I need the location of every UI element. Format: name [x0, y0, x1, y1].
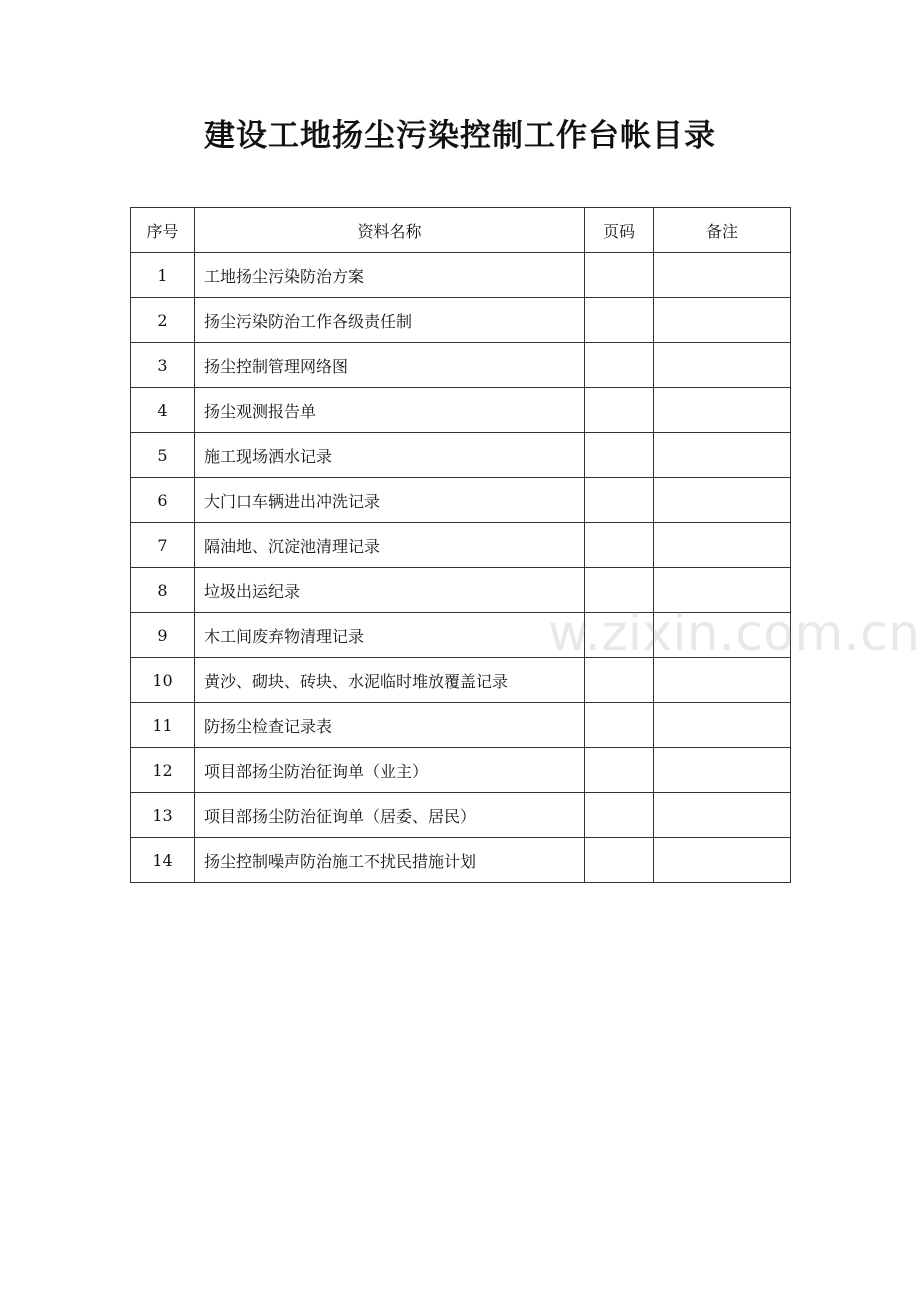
row-page-number: [585, 298, 654, 343]
row-document-name: 施工现场洒水记录: [195, 433, 585, 478]
row-document-name: 防扬尘检查记录表: [195, 703, 585, 748]
row-page-number: [585, 253, 654, 298]
row-remarks: [654, 298, 791, 343]
row-serial-number: 6: [131, 478, 195, 523]
row-remarks: [654, 478, 791, 523]
table-row: [131, 478, 791, 523]
row-remarks: [654, 838, 791, 883]
row-page-number: [585, 388, 654, 433]
row-serial-number: 8: [131, 568, 195, 613]
row-page-number: [585, 478, 654, 523]
watermark: w.zixin.com.cn: [548, 604, 920, 662]
row-remarks: [654, 703, 791, 748]
row-serial-number: 3: [131, 343, 195, 388]
row-document-name: 垃圾出运纪录: [195, 568, 585, 613]
table-row: [131, 253, 791, 298]
row-serial-number: 14: [131, 838, 195, 883]
row-page-number: [585, 793, 654, 838]
row-serial-number: 5: [131, 433, 195, 478]
row-serial-number: 11: [131, 703, 195, 748]
row-serial-number: 9: [131, 613, 195, 658]
row-serial-number: 13: [131, 793, 195, 838]
row-remarks: [654, 388, 791, 433]
row-document-name: 项目部扬尘防治征询单（业主）: [195, 748, 585, 793]
row-page-number: [585, 748, 654, 793]
row-serial-number: 12: [131, 748, 195, 793]
row-remarks: [654, 253, 791, 298]
row-document-name: 木工间废弃物清理记录: [195, 613, 585, 658]
row-remarks: [654, 658, 791, 703]
table-row: [131, 793, 791, 838]
row-remarks: [654, 748, 791, 793]
table-row: [131, 568, 791, 613]
row-serial-number: 2: [131, 298, 195, 343]
row-page-number: [585, 568, 654, 613]
page-title: 建设工地扬尘污染控制工作台帐目录: [204, 118, 716, 154]
row-serial-number: 1: [131, 253, 195, 298]
row-document-name: 扬尘污染防治工作各级责任制: [195, 298, 585, 343]
row-page-number: [585, 658, 654, 703]
row-remarks: [654, 793, 791, 838]
row-document-name: 黄沙、砌块、砖块、水泥临时堆放覆盖记录: [195, 658, 585, 703]
table-row: [131, 433, 791, 478]
table-row: [131, 613, 791, 658]
ledger-directory-table: [130, 207, 791, 883]
row-remarks: [654, 523, 791, 568]
row-document-name: 项目部扬尘防治征询单（居委、居民）: [195, 793, 585, 838]
row-document-name: 扬尘控制噪声防治施工不扰民措施计划: [195, 838, 585, 883]
table-row: [131, 298, 791, 343]
row-document-name: 大门口车辆进出冲洗记录: [195, 478, 585, 523]
row-document-name: 扬尘控制管理网络图: [195, 343, 585, 388]
row-remarks: [654, 613, 791, 658]
row-serial-number: 10: [131, 658, 195, 703]
row-document-name: 隔油地、沉淀池清理记录: [195, 523, 585, 568]
table-row: [131, 838, 791, 883]
table-header-row: [131, 208, 791, 253]
row-serial-number: 4: [131, 388, 195, 433]
row-remarks: [654, 433, 791, 478]
row-page-number: [585, 343, 654, 388]
row-page-number: [585, 433, 654, 478]
header-document-name: 资料名称: [195, 208, 585, 253]
row-remarks: [654, 343, 791, 388]
table-row: [131, 658, 791, 703]
table-row: [131, 523, 791, 568]
row-page-number: [585, 703, 654, 748]
row-page-number: [585, 523, 654, 568]
header-remarks: 备注: [654, 208, 791, 253]
header-page-number: 页码: [585, 208, 654, 253]
row-document-name: 工地扬尘污染防治方案: [195, 253, 585, 298]
row-page-number: [585, 613, 654, 658]
table-row: [131, 343, 791, 388]
row-remarks: [654, 568, 791, 613]
row-document-name: 扬尘观测报告单: [195, 388, 585, 433]
table-row: [131, 388, 791, 433]
row-page-number: [585, 838, 654, 883]
table-row: [131, 748, 791, 793]
row-serial-number: 7: [131, 523, 195, 568]
table-row: [131, 703, 791, 748]
header-serial-number: 序号: [131, 208, 195, 253]
